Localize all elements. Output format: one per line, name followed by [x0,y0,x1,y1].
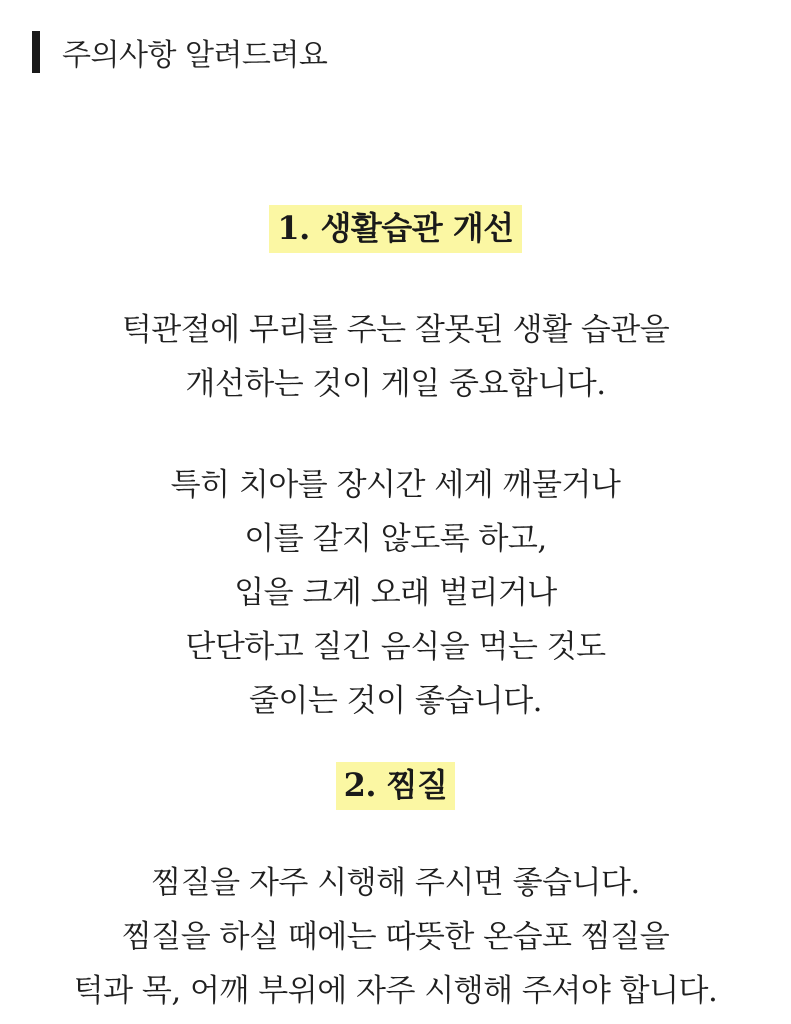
paragraph-line: 턱과 목, 어깨 부위에 자주 시행해 주셔야 합니다. [73,973,718,1009]
section-heading-label: 1. 생활습관 개선 [269,205,521,253]
paragraph-line: 입을 크게 오래 벌리거나 [234,575,557,611]
paragraph-line: 개선하는 것이 게일 중요합니다. [185,366,606,402]
paragraph-line: 찜질을 하실 때에는 따뜻한 온습포 찜질을 [121,919,670,955]
section-heading-label: 2. 찜질 [336,762,456,810]
paragraph-line: 특히 치아를 장시간 세게 깨물거나 [170,467,621,503]
paragraph-line: 줄이는 것이 좋습니다. [248,683,543,719]
paragraph-line: 찜질을 자주 시행해 주시면 좋습니다. [151,865,640,901]
paragraph-line: 단단하고 질긴 음식을 먹는 것도 [185,629,606,665]
section-heading-lifestyle [0,205,791,253]
header-accent-bar [32,31,40,73]
header-title: 주의사항 알려드려요 [62,38,328,73]
paragraph-line: 이를 갈지 않도록 하고, [244,521,547,557]
section-header [32,30,327,74]
paragraph-lifestyle-details [0,458,791,728]
paragraph-line: 턱관절에 무리를 주는 잘못된 생활 습관을 [121,312,670,348]
paragraph-lifestyle-intro [0,303,791,411]
paragraph-compress [0,856,791,1018]
section-heading-compress [0,762,791,810]
